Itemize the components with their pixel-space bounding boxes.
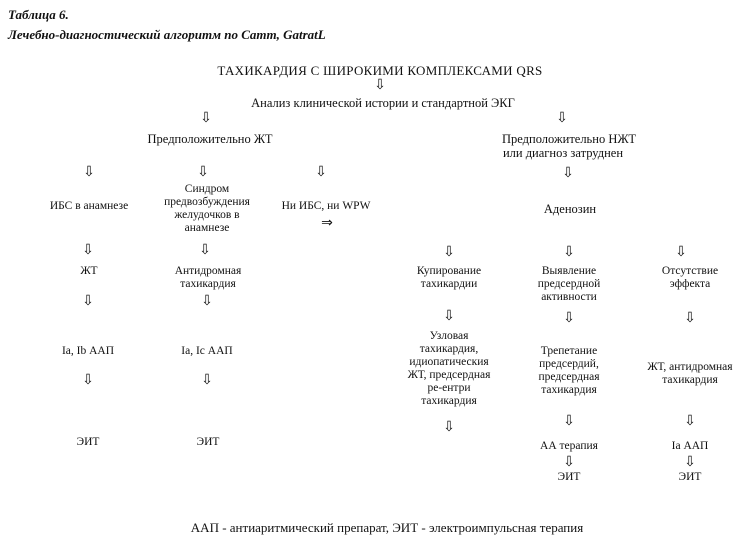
antidromic-line1: Антидромная (174, 265, 242, 277)
adenosine: Аденозин (543, 202, 597, 216)
table-subtitle: Лечебно-диагностический алгоритм по Camm, GatratL (8, 27, 326, 42)
down-arrow-icon: ⇩ (684, 310, 696, 326)
down-arrow-icon: ⇩ (563, 454, 575, 470)
termination-line2: тахикардии (420, 278, 478, 290)
table-number: Таблица 6. (8, 7, 69, 22)
down-arrow-icon: ⇩ (82, 372, 94, 388)
down-arrow-icon: ⇩ (83, 164, 95, 180)
down-arrow-icon: ⇩ (443, 244, 455, 260)
no-effect-line2: эффекта (669, 278, 711, 290)
drug-ia-ib: Ia, Ib ААП (61, 345, 115, 357)
analysis-step: Анализ клинической истории и стандартной ЭКГ (251, 96, 515, 110)
antidromic-line2: тахикардия (180, 278, 236, 290)
ibs-history: ИБС в анамнезе (49, 200, 129, 212)
nodal-line3: идиопатическия (409, 356, 489, 368)
down-arrow-icon: ⇩ (374, 77, 386, 93)
down-arrow-icon: ⇩ (201, 372, 213, 388)
down-arrow-icon: ⇩ (684, 413, 696, 429)
vt-antidromic-line1: ЖТ, антидромная (647, 361, 733, 373)
ia-aap: Ia ААП (671, 440, 709, 452)
preexc-line3: желудочков в (174, 209, 240, 221)
nodal-line1: Узловая (429, 330, 469, 342)
no-effect-line1: Отсутствие (661, 265, 719, 277)
nodal-line2: тахикардия, (419, 343, 479, 355)
down-arrow-icon: ⇩ (556, 110, 568, 126)
down-arrow-icon: ⇩ (82, 293, 94, 309)
down-arrow-icon: ⇩ (684, 454, 696, 470)
down-arrow-icon: ⇩ (563, 413, 575, 429)
down-arrow-icon: ⇩ (197, 164, 209, 180)
down-arrow-icon: ⇩ (315, 164, 327, 180)
eit-ia-branch: ЭИТ (678, 471, 702, 483)
footnote: ААП - антиаритмический препарат, ЭИТ - электроимпульсная терапия (190, 520, 584, 535)
down-arrow-icon: ⇩ (443, 308, 455, 324)
svt-branch-line2: или диагноз затруднен (502, 146, 624, 160)
nodal-line5: ре-ентри (427, 382, 471, 394)
right-arrow-icon: ⇒ (321, 215, 333, 231)
atrial-activity-line1: Выявление (541, 265, 597, 277)
no-ibs-no-wpw: Ни ИБС, ни WPW (281, 200, 371, 212)
nodal-line4: ЖТ, предсердная (407, 369, 491, 381)
flutter-line3: предсердная (538, 371, 600, 383)
down-arrow-icon: ⇩ (201, 293, 213, 309)
vt-branch: Предположительно ЖТ (147, 132, 273, 146)
eit-middle: ЭИТ (196, 436, 220, 448)
down-arrow-icon: ⇩ (563, 244, 575, 260)
flutter-line2: предсердий, (539, 358, 599, 370)
down-arrow-icon: ⇩ (82, 242, 94, 258)
eit-left: ЭИТ (76, 436, 100, 448)
down-arrow-icon: ⇩ (443, 419, 455, 435)
vt-antidromic-line2: тахикардия (662, 374, 718, 386)
termination-line1: Купирование (416, 265, 482, 277)
down-arrow-icon: ⇩ (675, 244, 687, 260)
flutter-line1: Трепетание (540, 345, 598, 357)
algorithm-title: ТАХИКАРДИЯ С ШИРОКИМИ КОМПЛЕКСАМИ QRS (217, 63, 543, 78)
eit-aa-branch: ЭИТ (557, 471, 581, 483)
aa-therapy: АА терапия (540, 440, 598, 452)
preexc-line4: анамнезе (184, 222, 230, 234)
down-arrow-icon: ⇩ (562, 165, 574, 181)
drug-ia-ic: Ia, Ic ААП (181, 345, 233, 357)
atrial-activity-line3: активности (541, 291, 597, 303)
flutter-line4: тахикардия (541, 384, 597, 396)
down-arrow-icon: ⇩ (200, 110, 212, 126)
nodal-line6: тахикардия (421, 395, 477, 407)
svt-branch-line1: Предположительно НЖТ (502, 132, 636, 146)
down-arrow-icon: ⇩ (199, 242, 211, 258)
preexc-line2: предвозбуждения (164, 196, 250, 208)
atrial-activity-line2: предсердной (537, 278, 601, 290)
down-arrow-icon: ⇩ (563, 310, 575, 326)
vt: ЖТ (80, 265, 98, 277)
preexc-line1: Синдром (184, 183, 230, 195)
